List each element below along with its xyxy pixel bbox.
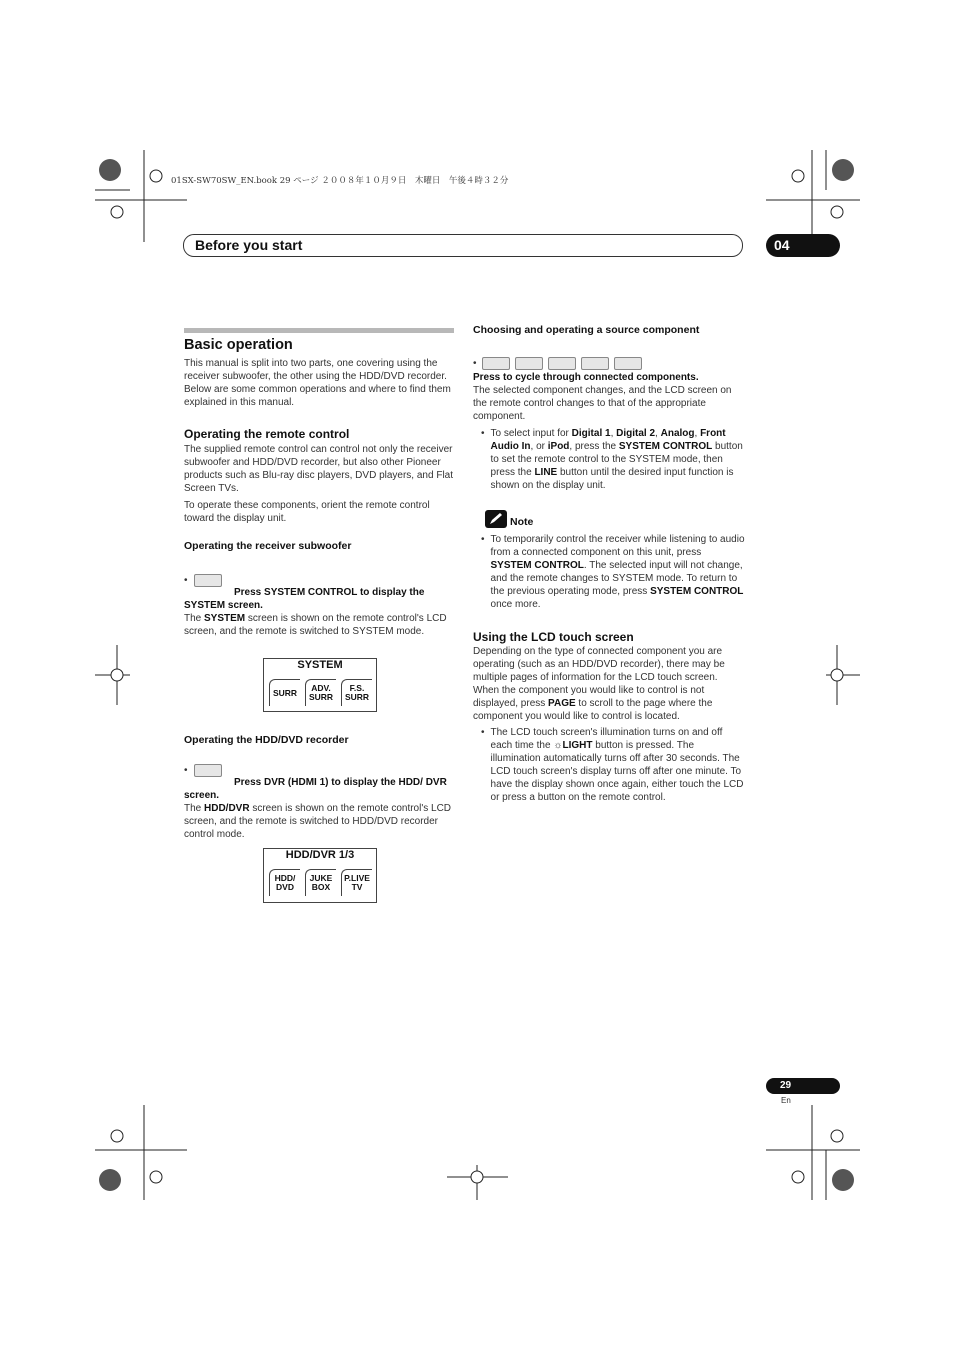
intro-paragraph: This manual is split into two parts, one covering using the receiver subwoofer, the other using the HDD/DVD recorder. Below are some common operations and where to find them explained in this manual. xyxy=(184,358,451,408)
lcd-touch-text: Depending on the type of connected component you are operating (such as an HDD/DVD recorder), there may be multiple pages of information for the LCD touch screen. When the component you would like to control is not displayed, press PAGE to scroll to the page where the component you would like to control is located. • The LCD touch screen's illumination turns on and off each time the ☼LIGHT button is pressed. The illumination automatically turns off after 30 seconds. The LCD touch screen's display turns off after one minute. To have the display shown once again, either touch the LCD or press a button on the remote control. xyxy=(473,646,744,803)
input-button-icon xyxy=(482,357,510,370)
lcd-system-screen: SYSTEM SURR ADV. SURR F.S. SURR xyxy=(263,658,377,712)
input-button-icon xyxy=(614,357,642,370)
subwoofer-heading: Operating the receiver subwoofer xyxy=(184,540,352,552)
note-label: Note xyxy=(510,516,534,528)
lcd-key-surr: SURR xyxy=(269,679,300,706)
lcd-touch-heading: Using the LCD touch screen xyxy=(473,630,634,644)
source-heading: Choosing and operating a source component xyxy=(473,324,700,336)
page-number: 29 xyxy=(766,1078,840,1094)
input-button-icon xyxy=(515,357,543,370)
subwoofer-step: • Press SYSTEM CONTROL to display the SYSTEM screen. The SYSTEM screen is shown on the remote control's LCD screen, and the remote is switched to SYSTEM mode. xyxy=(184,575,447,637)
input-button-icon xyxy=(548,357,576,370)
lcd-key-hdd-dvd: HDD/ DVD xyxy=(269,869,300,896)
lcd-key-fs-surr: F.S. SURR xyxy=(341,679,372,706)
chapter-title: Before you start xyxy=(195,237,303,253)
remote-heading: Operating the remote control xyxy=(184,427,350,441)
file-info: 01SX-SW70SW_EN.book 29 ページ ２００８年１０月９日 木曜日 午後４時３２分 xyxy=(171,176,509,186)
lcd-key-adv-surr: ADV. SURR xyxy=(305,679,336,706)
lcd-hdd-dvr-screen: HDD/DVR 1/3 HDD/ DVD JUKE BOX P.LIVE TV xyxy=(263,848,377,903)
chapter-number: 04 xyxy=(766,234,840,257)
lcd-key-plive-tv: P.LIVE TV xyxy=(341,869,372,896)
source-step: • Press to cycle through connected components. The selected component changes, and the LCD screen on the remote control changes to that of the appropriate component. • To select input for Digital 1, Digital 2, Analog, Front Audio In, or iPod, press the SYSTEM CONTROL button to set the remote control to the SYSTEM mode, then press the LINE button until the desired input function is shown on the display unit. xyxy=(473,357,745,492)
input-button-icon xyxy=(581,357,609,370)
system-control-button-icon xyxy=(194,574,222,587)
recorder-heading: Operating the HDD/DVD recorder xyxy=(184,734,349,746)
section-rule xyxy=(184,328,454,333)
recorder-step: • Press DVR (HDMI 1) to display the HDD/ DVR screen. The HDD/DVR screen is shown on the remote control's LCD screen, and the remote is switched to HDD/DVD recorder control mode. xyxy=(184,765,452,840)
note-icon xyxy=(485,510,507,528)
section-heading: Basic operation xyxy=(184,337,293,353)
dvr-button-icon xyxy=(194,764,222,777)
light-icon: ☼ xyxy=(553,740,563,751)
note-text: • To temporarily control the receiver while listening to audio from a connected component on this unit, press SYSTEM CONTROL. The selected input will not change, and the remote changes to SYSTEM mode. To return to the previous operating mode, press SYSTEM CONTROL once more. xyxy=(481,534,745,610)
lcd-key-juke-box: JUKE BOX xyxy=(305,869,336,896)
source-bullet: To select input for Digital 1, Digital 2, Analog, Front Audio In, or iPod, press the SYSTEM CONTROL button to set the remote control to the SYSTEM mode, then press the LINE button until the desired input function is shown on the display unit. xyxy=(490,428,743,491)
remote-text: The supplied remote control can control not only the receiver subwoofer and HDD/DVD recorder, but also other Pioneer products such as Blu-ray disc players, DVD players, and Flat Screen TVs. To operate these components, orient the remote control toward the display unit. xyxy=(184,444,453,524)
language-label: En xyxy=(781,1096,791,1105)
